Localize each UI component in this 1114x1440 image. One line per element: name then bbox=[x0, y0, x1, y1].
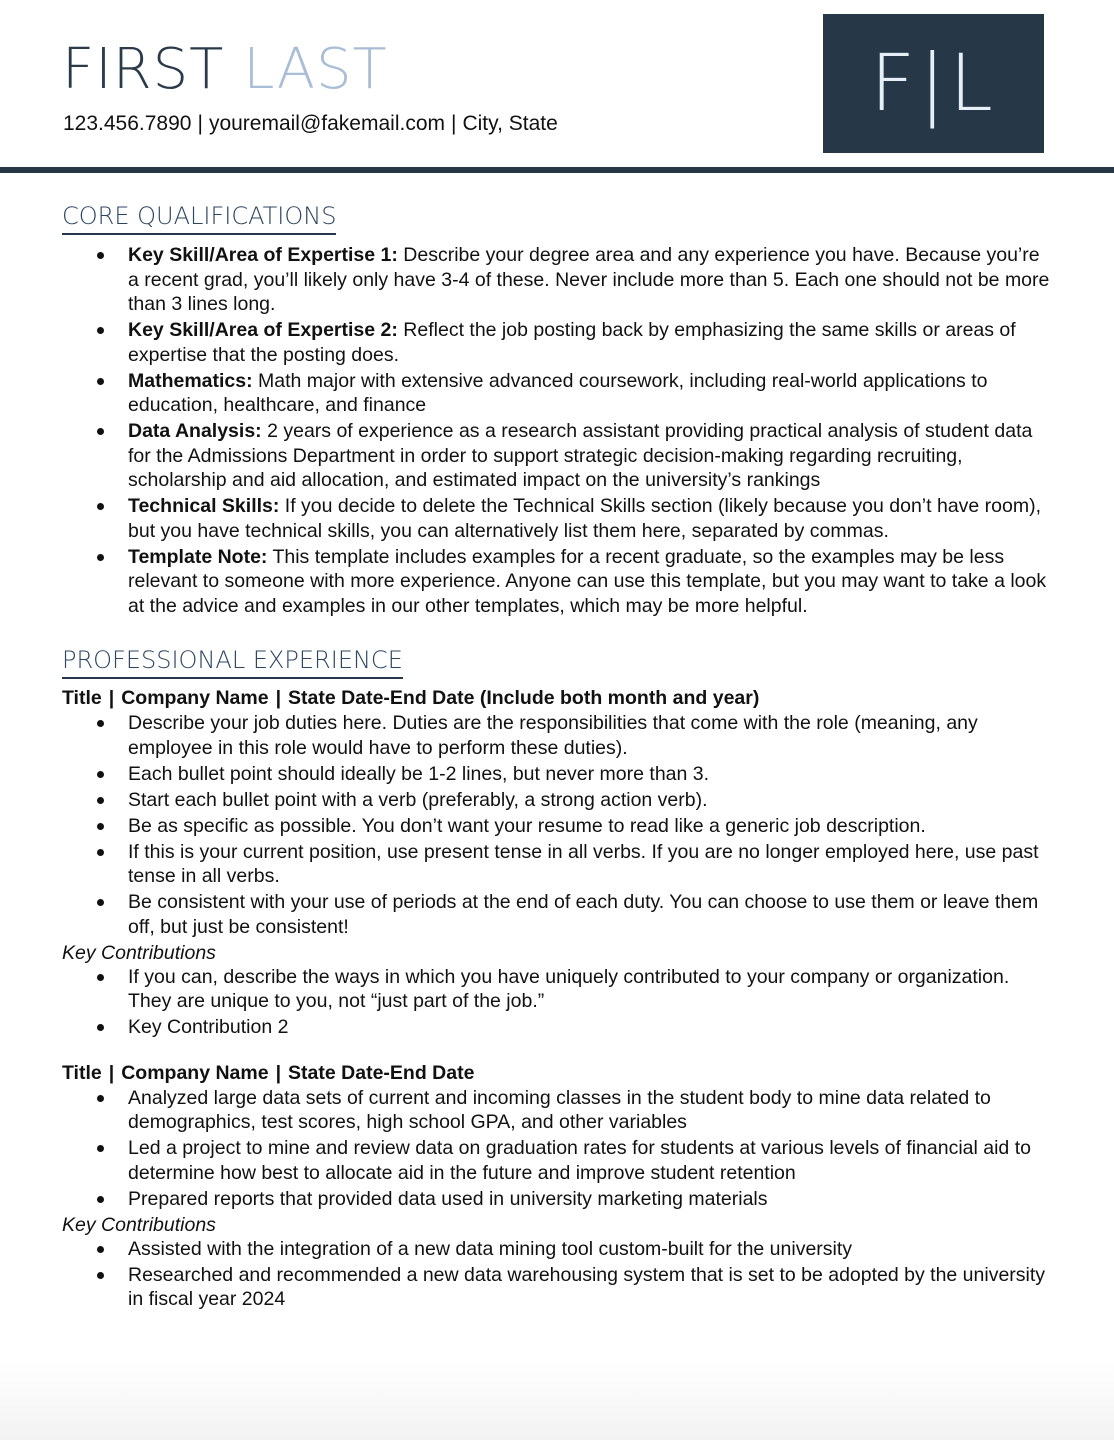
job-entry bbox=[62, 686, 1052, 1040]
header-divider bbox=[0, 167, 1114, 173]
key-contributions-heading: Key Contributions bbox=[62, 1213, 216, 1236]
qualification-text: This template includes examples for a recent graduate, so the examples may be less relevant to someone with more experience. Anyone can use this template, but you may want to take a look at the advice and examples in our other templates, which may be more helpful. bbox=[128, 545, 1047, 617]
contribution-item: Key Contribution 2 bbox=[62, 1015, 1052, 1040]
contact-separator: | bbox=[197, 112, 203, 135]
duties-list bbox=[62, 1086, 1052, 1212]
qualification-text: Reflect the job posting back by emphasizing the same skills or areas of expertise that the posting does. bbox=[128, 319, 1016, 366]
qualification-label: Technical Skills: bbox=[128, 495, 280, 517]
contributions-list bbox=[62, 1237, 1052, 1312]
duty-item: Prepared reports that provided data used in university marketing materials bbox=[62, 1187, 1052, 1212]
monogram-logo: F|L bbox=[823, 14, 1044, 153]
qualification-item bbox=[62, 419, 1052, 493]
qualification-label: Key Skill/Area of Expertise 2: bbox=[128, 319, 398, 341]
resume-body bbox=[62, 200, 1052, 1313]
job-dates: State Date-End Date bbox=[288, 1061, 475, 1084]
key-contributions-heading: Key Contributions bbox=[62, 941, 216, 964]
last-name: LAST bbox=[243, 37, 388, 102]
qualification-item bbox=[62, 318, 1052, 367]
company-name: Company Name bbox=[121, 1061, 269, 1084]
contact-separator: | bbox=[451, 112, 457, 135]
qualification-item bbox=[62, 494, 1052, 543]
job-dates: State Date-End Date (Include both month and year) bbox=[288, 687, 760, 709]
duty-item: Be consistent with your use of periods at the end of each duty. You can choose to use them or leave them off, but just be consistent! bbox=[62, 890, 1052, 939]
job-heading bbox=[62, 1061, 1052, 1086]
qualification-label: Key Skill/Area of Expertise 1: bbox=[128, 244, 398, 266]
resume-header bbox=[0, 0, 1114, 168]
qualification-text: If you decide to delete the Technical Skills section (likely because you don’t have room), but you have technical skills, you can alternatively list them here, separated by commas. bbox=[128, 495, 1042, 542]
duty-item: Start each bullet point with a verb (preferably, a strong action verb). bbox=[62, 788, 1052, 813]
phone-number: 123.456.7890 bbox=[63, 112, 192, 135]
duties-list bbox=[62, 711, 1052, 939]
qualification-text: Describe your degree area and any experience you have. Because you’re a recent grad, you’ll likely only have 3-4 of these. Never include more than 5. Each one should not be more than 3 lines long. bbox=[128, 244, 1050, 315]
section-title-professional-experience: PROFESSIONAL EXPERIENCE bbox=[62, 644, 403, 679]
job-separator: | bbox=[275, 1061, 282, 1084]
contributions-list bbox=[62, 965, 1052, 1040]
first-name: FIRST bbox=[62, 37, 225, 102]
email-address: youremail@fakemail.com bbox=[208, 112, 445, 135]
page-bottom-shadow bbox=[0, 1360, 1114, 1440]
duty-item: Describe your job duties here. Duties are the responsibilities that come with the role (meaning, any employee in this role would have to perform these duties). bbox=[62, 711, 1052, 760]
job-separator: | bbox=[108, 687, 115, 709]
qualification-item bbox=[62, 243, 1052, 317]
job-entry bbox=[62, 1061, 1052, 1312]
job-separator: | bbox=[108, 1061, 115, 1084]
duty-item: Analyzed large data sets of current and incoming classes in the student body to mine data related to demographics, test scores, high school GPA, and other variables bbox=[62, 1086, 1052, 1135]
job-heading bbox=[62, 686, 1052, 711]
duty-item: Each bullet point should ideally be 1-2 lines, but never more than 3. bbox=[62, 762, 1052, 787]
qualifications-list bbox=[62, 243, 1052, 618]
core-qualifications-section bbox=[62, 200, 1052, 618]
duty-item: If this is your current position, use present tense in all verbs. If you are no longer employed here, use past tense in all verbs. bbox=[62, 840, 1052, 889]
company-name: Company Name bbox=[121, 687, 269, 709]
qualification-label: Data Analysis: bbox=[128, 420, 262, 442]
qualification-label: Mathematics: bbox=[128, 369, 253, 392]
professional-experience-section bbox=[62, 644, 1052, 1312]
section-title-core-qualifications: CORE QUALIFICATIONS bbox=[62, 200, 336, 235]
location: City, State bbox=[462, 112, 558, 135]
qualification-item bbox=[62, 545, 1052, 619]
job-separator: | bbox=[275, 687, 282, 709]
duty-item: Be as specific as possible. You don’t want your resume to read like a generic job description. bbox=[62, 814, 1052, 839]
job-title: Title bbox=[62, 1061, 102, 1084]
duty-item: Led a project to mine and review data on graduation rates for students at various levels of financial aid to determine how best to allocate aid in the future and improve student retention bbox=[62, 1136, 1052, 1185]
qualification-label: Template Note: bbox=[128, 545, 268, 568]
qualification-text: Math major with extensive advanced coursework, including real-world applications to education, healthcare, and finance bbox=[128, 369, 988, 416]
contribution-item: Assisted with the integration of a new data mining tool custom-built for the university bbox=[62, 1237, 1052, 1262]
contribution-item: Researched and recommended a new data warehousing system that is set to be adopted by the university in fiscal year 2024 bbox=[62, 1263, 1052, 1312]
qualification-text: 2 years of experience as a research assistant providing practical analysis of student data for the Admissions Department in order to support strategic decision-making regarding recruiting, scholarship and aid allocation, and estimated impact on the university’s rankings bbox=[128, 420, 1033, 491]
contribution-item: If you can, describe the ways in which you have uniquely contributed to your company or organization. They are unique to you, not “just part of the job.” bbox=[62, 965, 1052, 1014]
contact-line bbox=[63, 110, 558, 138]
candidate-name bbox=[62, 34, 388, 106]
job-title: Title bbox=[62, 687, 102, 709]
qualification-item bbox=[62, 369, 1052, 418]
